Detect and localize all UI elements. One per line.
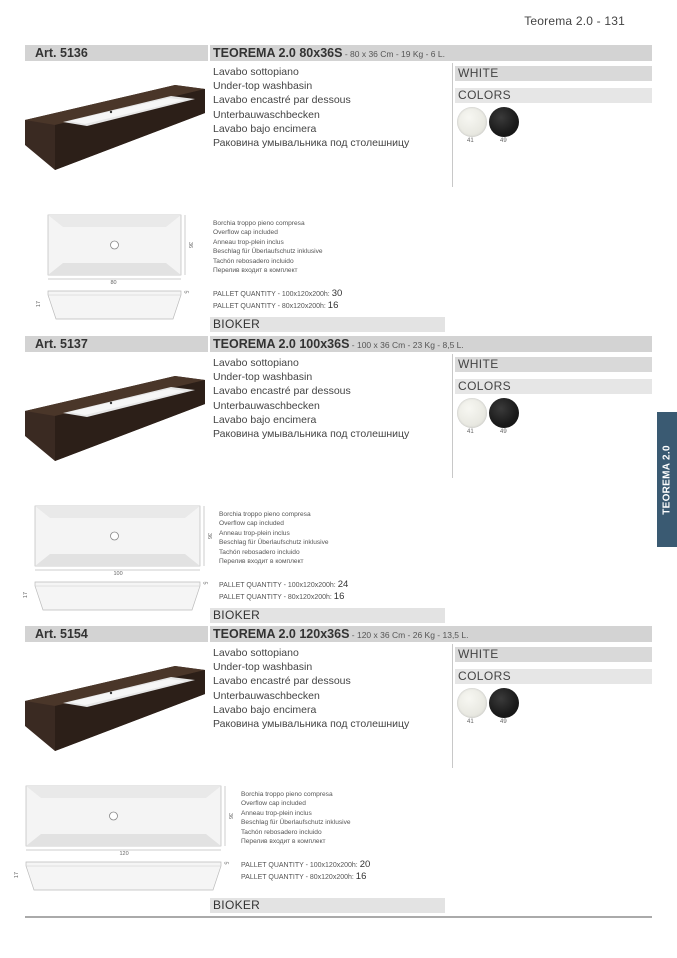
product-name-line: Under-top washbasin <box>213 371 313 384</box>
white-label-bar <box>455 647 652 662</box>
pallet-value: 30 <box>331 288 343 299</box>
product-title: TEOREMA 2.0 100x36S <box>213 337 350 351</box>
product-names <box>213 65 409 150</box>
product-name-line: Under-top washbasin <box>213 80 313 93</box>
material-label: BIOKER <box>213 898 261 912</box>
note-line: Overflow cap included <box>213 229 278 237</box>
pallet-value: 20 <box>359 859 371 870</box>
pallet-label: PALLET QUANTITY - 100x120x200h: <box>219 582 336 589</box>
product-section <box>0 45 657 335</box>
rim-dimension: 5 <box>201 581 208 585</box>
pallet-value: 16 <box>355 870 367 882</box>
product-title-line <box>213 46 445 60</box>
product-name-line: Unterbauwaschbecken <box>213 689 320 702</box>
product-title-line <box>213 337 464 351</box>
note-line: Beschlag für Überlaufschutz inklusive <box>219 539 329 547</box>
vanity-illustration <box>25 376 205 466</box>
swatch-code: 49 <box>500 138 507 144</box>
color-swatch-white <box>457 107 487 137</box>
pallet-label: PALLET QUANTITY - 80x120x200h: <box>213 302 326 310</box>
product-name-line: Unterbauwaschbecken <box>213 399 320 412</box>
vanity-illustration <box>25 666 205 756</box>
color-swatch-white <box>457 398 487 428</box>
pallet-label: PALLET QUANTITY - 80x120x200h: <box>241 873 354 881</box>
side-tab <box>657 412 677 547</box>
white-label: WHITE <box>458 647 499 661</box>
pallet-label: PALLET QUANTITY - 80x120x200h: <box>219 593 332 601</box>
swatch-code: 41 <box>467 719 474 725</box>
overflow-notes <box>213 219 323 275</box>
product-name-line: Unterbauwaschbecken <box>213 108 320 121</box>
product-name-line: Lavabo sottopiano <box>213 647 299 659</box>
product-title: TEOREMA 2.0 120x36S <box>213 627 350 641</box>
article-number-bar <box>25 45 208 61</box>
product-name-line: Lavabo sottopiano <box>213 66 299 78</box>
pallet-value: 24 <box>337 579 349 590</box>
product-title: TEOREMA 2.0 80x36S <box>213 46 343 60</box>
depth-dimension: 36 <box>227 812 234 820</box>
note-line: Tachón rebosadero incluido <box>219 548 300 556</box>
note-line: Overflow cap included <box>241 800 306 808</box>
material-label: BIOKER <box>213 317 261 331</box>
side-view-drawing <box>26 862 221 890</box>
note-line: Borchia troppo pieno compresa <box>241 791 333 798</box>
swatch-code: 49 <box>500 719 507 725</box>
width-dimension: 120 <box>119 851 129 857</box>
note-line: Перелив входит в комплект <box>213 267 298 275</box>
height-dimension: 17 <box>36 300 43 308</box>
product-name-line: Раковина умывальника под столешницу <box>213 428 410 441</box>
pallet-quantities <box>219 580 348 603</box>
white-label-bar <box>455 66 652 81</box>
divider-line <box>452 354 453 478</box>
color-swatch-black <box>489 107 519 137</box>
product-title-bar <box>210 45 652 61</box>
white-label: WHITE <box>458 357 499 371</box>
side-view-drawing <box>35 582 200 610</box>
note-line: Tachón rebosadero incluido <box>213 257 294 265</box>
note-line: Anneau trop-plein inclus <box>241 809 312 817</box>
pallet-label: PALLET QUANTITY - 100x120x200h: <box>213 291 330 298</box>
product-section <box>0 626 657 916</box>
colors-label: COLORS <box>458 379 512 393</box>
material-bar <box>210 898 445 913</box>
product-details: - 100 x 36 Cm - 23 Kg - 8,5 L. <box>349 340 464 350</box>
white-label: WHITE <box>458 66 499 80</box>
height-dimension: 17 <box>23 591 30 599</box>
pallet-row <box>219 580 348 592</box>
product-name-line: Lavabo bajo encimera <box>213 122 317 135</box>
vanity-illustration <box>25 85 205 175</box>
product-title-bar <box>210 626 652 642</box>
colors-label-bar <box>455 88 652 103</box>
article-number-bar <box>25 626 208 642</box>
divider-line <box>452 63 453 187</box>
pallet-row <box>213 289 342 301</box>
note-line: Beschlag für Überlaufschutz inklusive <box>241 819 351 827</box>
page-header: Teorema 2.0 - 131 <box>524 14 625 28</box>
note-line: Tachón rebosadero incluido <box>241 828 322 836</box>
footer-rule <box>25 916 652 918</box>
pallet-value: 16 <box>327 299 339 311</box>
note-line: Beschlag für Überlaufschutz inklusive <box>213 248 323 256</box>
material-bar <box>210 317 445 332</box>
note-line: Перелив входит в комплект <box>241 838 326 846</box>
width-dimension: 100 <box>113 571 123 577</box>
pallet-label: PALLET QUANTITY - 100x120x200h: <box>241 862 358 869</box>
pallet-row <box>241 860 370 872</box>
product-title-bar <box>210 336 652 352</box>
color-swatch-black <box>489 688 519 718</box>
divider-line <box>452 644 453 768</box>
product-details: - 120 x 36 Cm - 26 Kg - 13,5 L. <box>349 630 469 640</box>
rim-dimension: 5 <box>222 861 229 865</box>
product-details: - 80 x 36 Cm - 19 Kg - 6 L. <box>342 49 445 59</box>
color-swatch-black <box>489 398 519 428</box>
swatch-code: 49 <box>500 429 507 435</box>
note-line: Anneau trop-plein inclus <box>219 529 290 537</box>
colors-label-bar <box>455 379 652 394</box>
product-names <box>213 356 409 441</box>
swatch-code: 41 <box>467 429 474 435</box>
width-dimension: 80 <box>110 280 117 286</box>
product-section <box>0 336 657 626</box>
product-name-line: Lavabo bajo encimera <box>213 413 317 426</box>
product-name-line: Under-top washbasin <box>213 661 313 674</box>
article-number: Art. 5137 <box>35 337 88 351</box>
pallet-row <box>213 301 342 313</box>
height-dimension: 17 <box>14 871 21 879</box>
white-label-bar <box>455 357 652 372</box>
depth-dimension: 36 <box>206 532 213 540</box>
overflow-notes <box>219 510 329 566</box>
note-line: Borchia troppo pieno compresa <box>213 220 305 227</box>
colors-label: COLORS <box>458 88 512 102</box>
product-name-line: Lavabo encastré par dessous <box>213 675 351 688</box>
top-view-drawing <box>35 506 200 566</box>
product-name-line: Lavabo sottopiano <box>213 357 299 369</box>
product-name-line: Раковина умывальника под столешницу <box>213 718 410 731</box>
note-line: Перелив входит в комплект <box>219 558 304 566</box>
colors-label-bar <box>455 669 652 684</box>
product-title-line <box>213 627 468 641</box>
note-line: Overflow cap included <box>219 520 284 528</box>
article-number: Art. 5136 <box>35 46 88 60</box>
top-view-drawing <box>48 215 181 275</box>
product-name-line: Раковина умывальника под столешницу <box>213 137 410 150</box>
color-swatch-white <box>457 688 487 718</box>
overflow-notes <box>241 790 351 846</box>
article-number-bar <box>25 336 208 352</box>
product-names <box>213 646 409 731</box>
article-number: Art. 5154 <box>35 627 88 641</box>
note-line: Anneau trop-plein inclus <box>213 238 284 246</box>
colors-label: COLORS <box>458 669 512 683</box>
product-name-line: Lavabo bajo encimera <box>213 703 317 716</box>
pallet-quantities <box>241 860 370 883</box>
swatch-code: 41 <box>467 138 474 144</box>
pallet-value: 16 <box>333 590 345 602</box>
rim-dimension: 5 <box>182 290 189 294</box>
material-label: BIOKER <box>213 608 261 622</box>
product-name-line: Lavabo encastré par dessous <box>213 94 351 107</box>
product-name-line: Lavabo encastré par dessous <box>213 385 351 398</box>
pallet-quantities <box>213 289 342 312</box>
depth-dimension: 36 <box>187 241 194 249</box>
side-tab-label: TEOREMA 2.0 <box>661 444 673 515</box>
top-view-drawing <box>26 786 221 846</box>
material-bar <box>210 608 445 623</box>
side-view-drawing <box>48 291 181 319</box>
pallet-row <box>241 872 370 884</box>
note-line: Borchia troppo pieno compresa <box>219 511 311 518</box>
pallet-row <box>219 592 348 604</box>
